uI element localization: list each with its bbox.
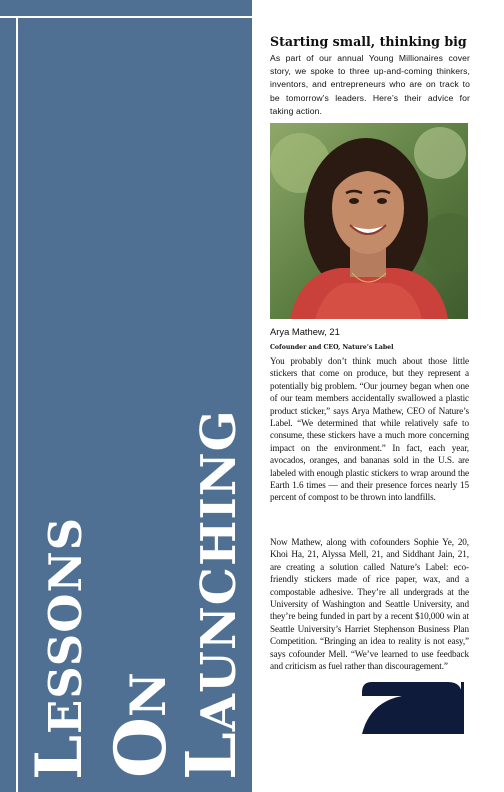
- portrait-photo: [270, 123, 468, 319]
- article-paragraph-1: You probably don’t think much about those little stickers that come on produce, but they represent a potentially big problem. “Our journey began when one of our team members accidentally swallowed a plastic product sticker,” says Arya Mathew, CEO of Nature’s Label. “We determined that while relatively safe to consume, these stickers have a much more concerning impact on the environment.” In fact, each year, avocados, oranges, and bananas sold in the U.S. are labeled with enough plastic stickers to wrap around the Earth 1.6 times — and their presence forces nearly 15 percent of compost to be thrown into landfills.: [270, 356, 469, 503]
- sidebar-vertical-rule: [16, 16, 18, 792]
- title-word-launching: Launching: [172, 409, 252, 780]
- sidebar-top-rule: [0, 16, 252, 18]
- navy-bracket-mark-icon: [362, 682, 468, 734]
- article-headline: Starting small, thinking big: [270, 34, 467, 49]
- title-word-lessons: Lessons: [22, 516, 97, 780]
- portrait-photo-icon: [270, 123, 468, 319]
- person-name: Arya Mathew, 21: [270, 326, 340, 337]
- person-role: Cofounder and CEO, Nature’s Label: [270, 344, 394, 351]
- title-word-on: On: [99, 672, 182, 778]
- article-paragraph-2: Now Mathew, along with cofounders Sophie Ye, 20, Khoi Ha, 21, Alyssa Mell, 21, and Siddhant Jain, 21, are creating a solution called Nature’s Label: eco-friendly stickers made of rice paper, wax, and a compostable adhesive. They’re all undergrads at the University of Washington and Seattle University, and they’re being funded in part by a recent $10,000 win at Seattle University’s Harriet Stephenson Business Plan Competition. “Bringing an idea to reality is not easy,” says cofounder Mell. “We’ve learned to use feedback and criticism as fuel rather than discouragement.”: [270, 537, 469, 672]
- article-intro: As part of our annual Young Millionaires cover story, we spoke to three up-and-coming thinkers, inventors, and entrepreneurs who are on track to be tomorrow’s leaders. Here’s their advice for taking action.: [270, 53, 470, 116]
